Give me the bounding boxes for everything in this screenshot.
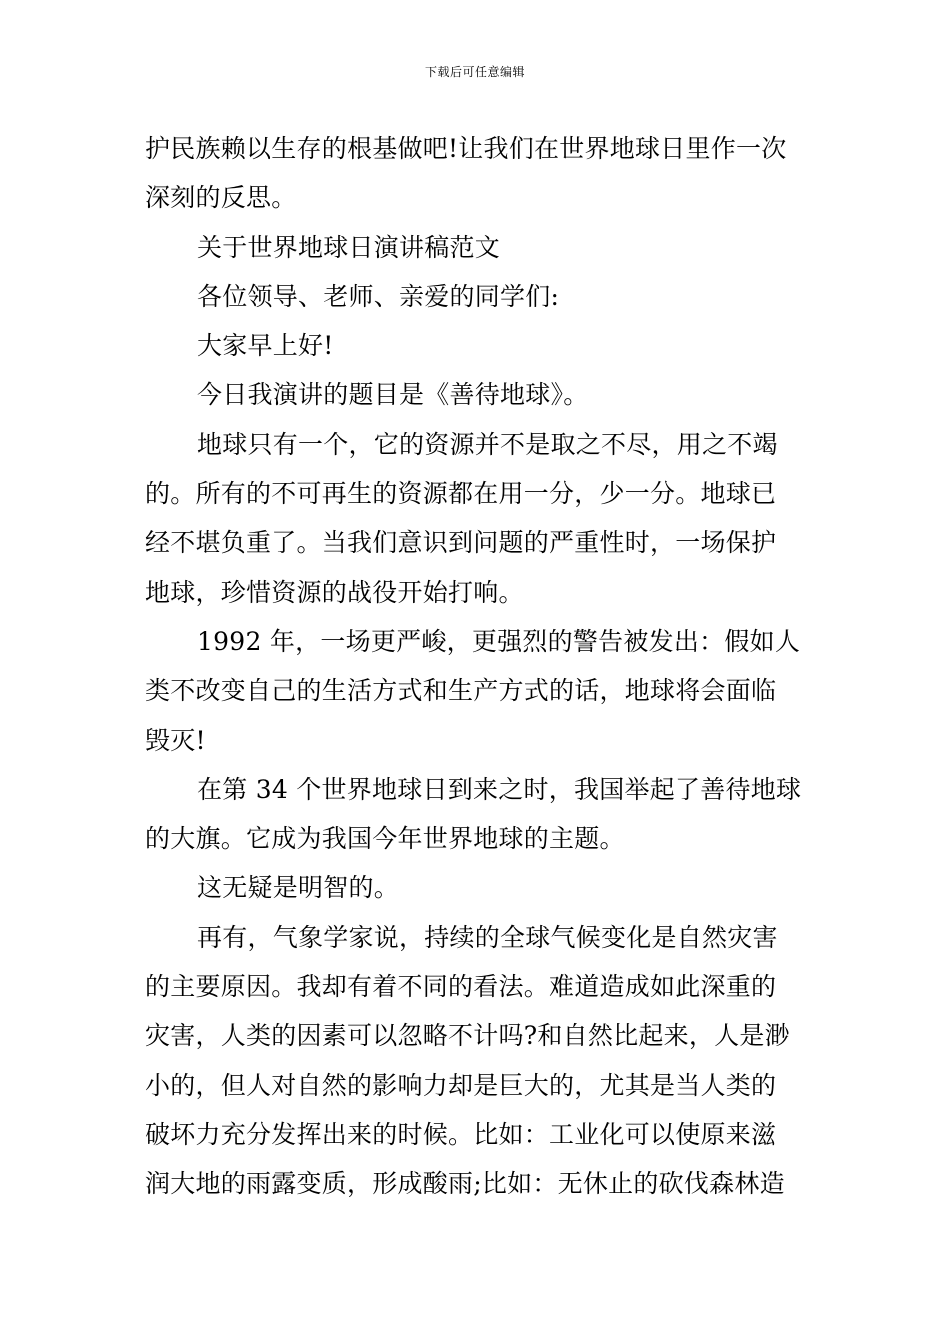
body-line: 经不堪负重了。当我们意识到问题的严重性时，一场保护 <box>145 528 777 558</box>
document-body <box>145 124 807 1209</box>
body-line: 大家早上好! <box>197 331 334 361</box>
body-line: 的主要原因。我却有着不同的看法。难道造成如此深重的 <box>145 972 777 1002</box>
body-line: 再有，气象学家说，持续的全球气候变化是自然灾害 <box>197 922 778 952</box>
body-line: 1992 年，一场更严峻，更强烈的警告被发出：假如人 <box>197 626 801 656</box>
body-line: 的大旗。它成为我国今年世界地球的主题。 <box>145 824 625 854</box>
body-line: 这无疑是明智的。 <box>197 873 400 903</box>
body-line: 的。所有的不可再生的资源都在用一分，少一分。地球已 <box>145 479 777 509</box>
body-line: 灾害，人类的因素可以忽略不计吗?和自然比起来，人是渺 <box>145 1021 790 1051</box>
page-header: 下载后可任意编辑 <box>424 65 525 79</box>
body-line: 小的，但人对自然的影响力却是巨大的，尤其是当人类的 <box>145 1070 777 1100</box>
body-line: 类不改变自己的生活方式和生产方式的话，地球将会面临 <box>145 676 777 706</box>
body-line: 地球，珍惜资源的战役开始打响。 <box>145 577 524 607</box>
body-line: 毁灭! <box>145 725 206 755</box>
body-line: 各位领导、老师、亲爱的同学们: <box>197 281 560 311</box>
body-line: 地球只有一个，它的资源并不是取之不尽，用之不竭 <box>197 429 778 459</box>
body-line: 今日我演讲的题目是《善待地球》。 <box>197 380 589 410</box>
body-line: 润大地的雨露变质，形成酸雨;比如：无休止的砍伐森林造 <box>145 1169 785 1199</box>
body-line: 破坏力充分发挥出来的时候。比如：工业化可以使原来滋 <box>145 1119 777 1149</box>
body-line: 护民族赖以生存的根基做吧!让我们在世界地球日里作一次 <box>145 134 787 163</box>
body-line: 关于世界地球日演讲稿范文 <box>197 232 501 262</box>
body-line: 深刻的反思。 <box>145 183 297 213</box>
body-line: 在第 34 个世界地球日到来之时，我国举起了善待地球 <box>197 774 802 804</box>
